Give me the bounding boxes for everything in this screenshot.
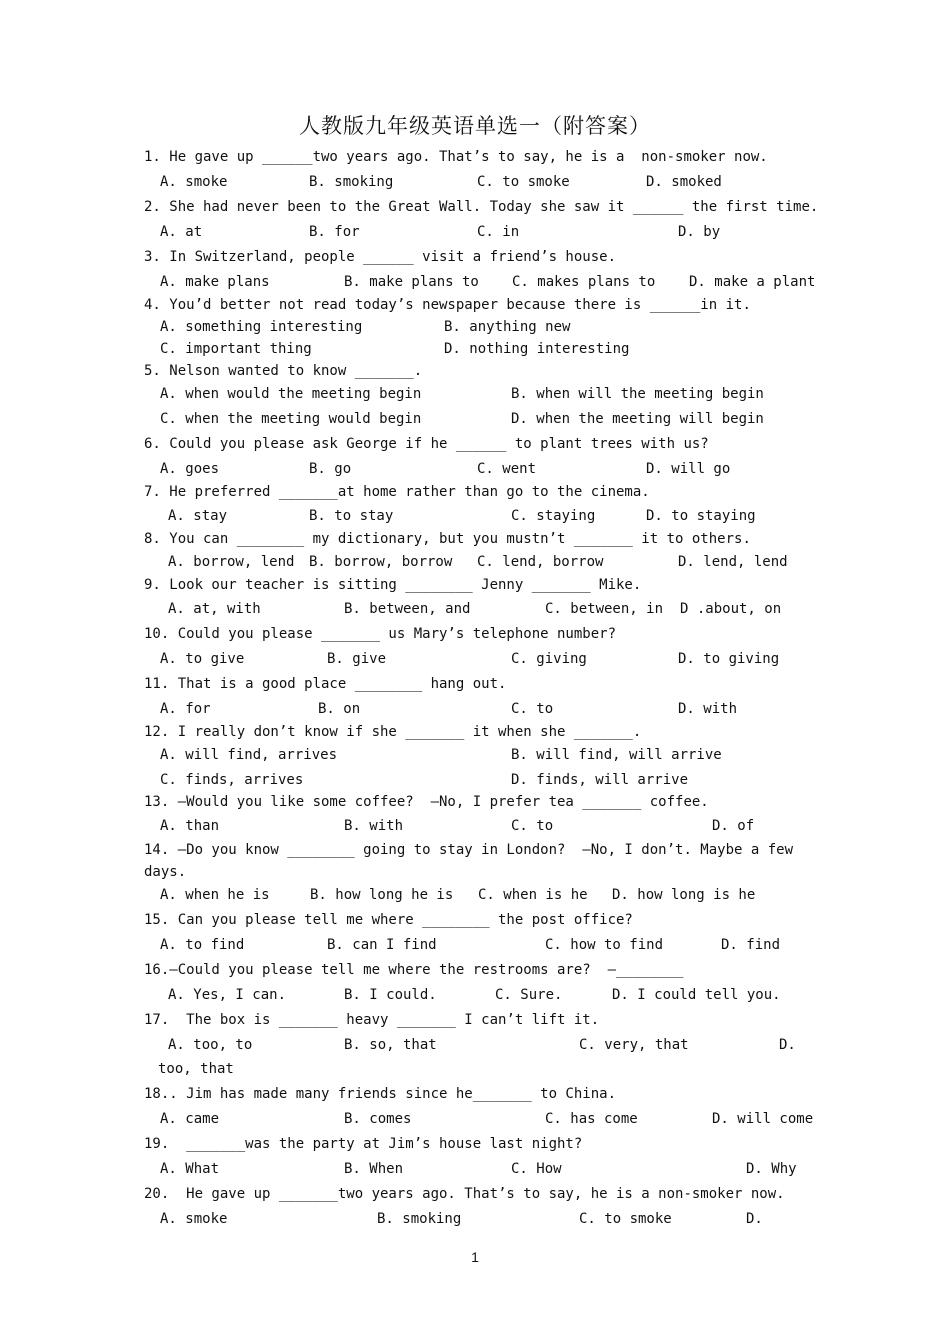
answer-option: D. to staying	[646, 508, 756, 524]
answer-option: B. when will the meeting begin	[511, 386, 764, 402]
question-text: 20. He gave up _______two years ago. That’s to say, he is a non-smoker now.	[144, 1186, 785, 1202]
question-line	[144, 294, 844, 316]
answer-option: B. between, and	[344, 601, 471, 617]
answer-option: A. when would the meeting begin	[160, 386, 422, 402]
answer-option: B. so, that	[344, 1037, 437, 1053]
answer-option: C. to smoke	[477, 174, 570, 190]
answer-option: A. borrow, lend	[168, 554, 295, 570]
answer-option: D. when the meeting will begin	[511, 411, 764, 427]
question-line	[144, 861, 844, 883]
question-line	[144, 721, 844, 743]
question-line	[144, 959, 844, 981]
question-text: 18.. Jim has made many friends since he_______ to China.	[144, 1086, 617, 1102]
answer-options-line	[144, 934, 844, 956]
answer-option: C. very, that	[579, 1037, 689, 1053]
question-line	[144, 791, 844, 813]
page-number: 1	[471, 1249, 479, 1265]
question-text: 3. In Switzerland, people ______ visit a friend’s house.	[144, 249, 617, 265]
answer-option: A. to find	[160, 937, 245, 953]
question-line	[144, 1058, 844, 1080]
answer-option: C. How	[511, 1161, 562, 1177]
question-text: 1. He gave up ______two years ago. That’s to say, he is a non-smoker now.	[144, 149, 768, 165]
answer-option: D.	[779, 1037, 796, 1053]
answer-options-line	[144, 984, 844, 1006]
answer-option: C. to	[511, 701, 554, 717]
answer-option: D. of	[712, 818, 755, 834]
answer-option: C. makes plans to	[512, 274, 656, 290]
answer-option: C. giving	[511, 651, 587, 667]
answer-option: D. by	[678, 224, 721, 240]
answer-option: B. with	[344, 818, 404, 834]
question-line	[144, 909, 844, 931]
answer-options-line	[144, 1108, 844, 1130]
answer-option: B. go	[309, 461, 352, 477]
answer-option: C. to smoke	[579, 1211, 672, 1227]
answer-option: C. staying	[511, 508, 596, 524]
answer-options-line	[144, 648, 844, 670]
question-text: 13. —Would you like some coffee? —No, I prefer tea _______ coffee.	[144, 794, 709, 810]
question-line	[144, 574, 844, 596]
answer-option: D. Why	[746, 1161, 797, 1177]
question-line	[144, 1083, 844, 1105]
question-line	[144, 481, 844, 503]
answer-option: A. smoke	[160, 1211, 228, 1227]
question-text: 15. Can you please tell me where ________ the post office?	[144, 912, 633, 928]
answer-option: B. anything new	[444, 319, 571, 335]
answer-option: C. important thing	[160, 341, 312, 357]
question-text: 2. She had never been to the Great Wall. Today she saw it ______ the first time.	[144, 199, 819, 215]
answer-options-line	[144, 505, 844, 527]
answer-options-line	[144, 884, 844, 906]
question-line	[144, 433, 844, 455]
question-line	[144, 1133, 844, 1155]
answer-option: D. smoked	[646, 174, 722, 190]
answer-option: D.	[746, 1211, 763, 1227]
answer-options-line	[144, 598, 844, 620]
answer-option: A. What	[160, 1161, 220, 1177]
answer-option: C. finds, arrives	[160, 772, 304, 788]
answer-option: B. comes	[344, 1111, 412, 1127]
answer-option: B. smoking	[309, 174, 394, 190]
answer-options-line	[144, 458, 844, 480]
answer-option: D. make a plant	[689, 274, 816, 290]
answer-option: A. at, with	[168, 601, 261, 617]
answer-option: A. for	[160, 701, 211, 717]
answer-option: D .about, on	[680, 601, 782, 617]
question-line	[144, 673, 844, 695]
answer-option: D. I could tell you.	[612, 987, 781, 1003]
question-text: 6. Could you please ask George if he ______ to plant trees with us?	[144, 436, 709, 452]
answer-option: B. can I find	[327, 937, 437, 953]
answer-option: C. in	[477, 224, 520, 240]
answer-option: D. find	[721, 937, 781, 953]
answer-option: C. lend, borrow	[477, 554, 604, 570]
answer-option: C. went	[477, 461, 537, 477]
answer-options-line	[144, 1034, 844, 1056]
question-text: 9. Look our teacher is sitting ________ Jenny _______ Mike.	[144, 577, 642, 593]
question-text: 10. Could you please _______ us Mary’s telephone number?	[144, 626, 617, 642]
answer-option: B. will find, will arrive	[511, 747, 722, 763]
answer-options-line	[144, 744, 844, 766]
answer-option: A. something interesting	[160, 319, 363, 335]
answer-option: A. goes	[160, 461, 220, 477]
answer-option: A. smoke	[160, 174, 228, 190]
answer-option: B. I could.	[344, 987, 437, 1003]
question-text: 17. The box is _______ heavy _______ I can’t lift it.	[144, 1012, 600, 1028]
answer-option: C. how to find	[545, 937, 664, 953]
answer-option: B. for	[309, 224, 360, 240]
answer-options-line	[144, 815, 844, 837]
answer-option: B. borrow, borrow	[309, 554, 453, 570]
question-line	[144, 528, 844, 550]
answer-options-line	[144, 271, 844, 293]
question-text: 14. —Do you know ________ going to stay in London? —No, I don’t. Maybe a few	[144, 842, 794, 858]
question-text: 4. You’d better not read today’s newspaper because there is ______in it.	[144, 297, 751, 313]
question-text: too, that	[158, 1061, 234, 1077]
answer-options-line	[144, 769, 844, 791]
question-text: 19. _______was the party at Jim’s house last night?	[144, 1136, 583, 1152]
answer-options-line	[144, 221, 844, 243]
answer-option: A. at	[160, 224, 203, 240]
question-text: 12. I really don’t know if she _______ it when she _______.	[144, 724, 642, 740]
answer-option: D. lend, lend	[678, 554, 788, 570]
answer-option: D. to giving	[678, 651, 780, 667]
question-line	[144, 360, 844, 382]
answer-option: B. make plans to	[344, 274, 479, 290]
answer-option: A. make plans	[160, 274, 270, 290]
question-line	[144, 839, 844, 861]
question-line	[144, 246, 844, 268]
answer-option: C. when is he	[478, 887, 588, 903]
answer-option: A. to give	[160, 651, 245, 667]
answer-option: C. to	[511, 818, 554, 834]
answer-option: C. when the meeting would begin	[160, 411, 422, 427]
question-text: 8. You can ________ my dictionary, but you mustn’t _______ it to others.	[144, 531, 751, 547]
answer-option: B. on	[318, 701, 361, 717]
answer-option: D. will come	[712, 1111, 814, 1127]
question-line	[144, 1009, 844, 1031]
answer-options-line	[144, 171, 844, 193]
answer-options-line	[144, 551, 844, 573]
answer-option: B. to stay	[309, 508, 394, 524]
question-text: 5. Nelson wanted to know _______.	[144, 363, 423, 379]
answer-option: B. smoking	[377, 1211, 462, 1227]
answer-options-line	[144, 383, 844, 405]
answer-option: A. too, to	[168, 1037, 253, 1053]
answer-option: A. stay	[168, 508, 228, 524]
question-line	[144, 623, 844, 645]
answer-option: D. will go	[646, 461, 731, 477]
answer-options-line	[144, 408, 844, 430]
answer-option: B. how long he is	[310, 887, 454, 903]
question-text: 7. He preferred _______at home rather than go to the cinema.	[144, 484, 650, 500]
question-text: 16.—Could you please tell me where the restrooms are? —________	[144, 962, 684, 978]
question-text: 11. That is a good place ________ hang out.	[144, 676, 507, 692]
answer-option: D. how long is he	[612, 887, 756, 903]
answer-option: C. has come	[545, 1111, 638, 1127]
answer-option: A. will find, arrives	[160, 747, 338, 763]
answer-option: D. finds, will arrive	[511, 772, 689, 788]
answer-option: A. when he is	[160, 887, 270, 903]
question-line	[144, 196, 844, 218]
answer-option: D. with	[678, 701, 738, 717]
question-line	[144, 146, 844, 168]
question-line	[144, 1183, 844, 1205]
answer-option: D. nothing interesting	[444, 341, 630, 357]
answer-option: A. came	[160, 1111, 220, 1127]
answer-option: C. between, in	[545, 601, 664, 617]
answer-option: B. When	[344, 1161, 404, 1177]
answer-option: A. Yes, I can.	[168, 987, 287, 1003]
answer-option: A. than	[160, 818, 220, 834]
answer-options-line	[144, 698, 844, 720]
answer-option: B. give	[327, 651, 387, 667]
answer-option: C. Sure.	[495, 987, 563, 1003]
answer-options-line	[144, 1158, 844, 1180]
answer-options-line	[144, 316, 844, 338]
answer-options-line	[144, 1208, 844, 1230]
answer-options-line	[144, 338, 844, 360]
question-text: days.	[144, 864, 187, 880]
document-title: 人教版九年级英语单选一（附答案）	[299, 114, 651, 138]
